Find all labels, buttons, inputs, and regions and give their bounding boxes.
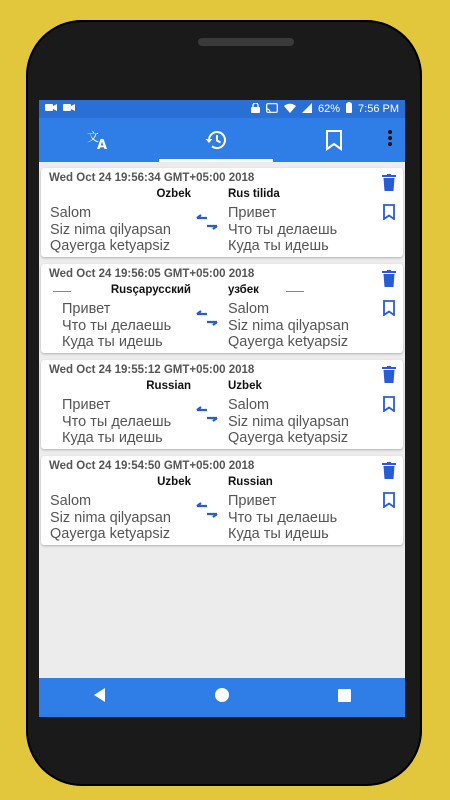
target-language: Rus tilida <box>228 188 280 200</box>
divider <box>286 291 304 292</box>
target-language: Russian <box>228 476 273 488</box>
history-card[interactable] <box>41 264 403 353</box>
recents-square-icon <box>338 689 351 707</box>
svg-text:文: 文 <box>87 130 100 144</box>
home-button[interactable] <box>202 678 242 717</box>
target-text <box>228 493 337 543</box>
signal-icon <box>302 103 312 116</box>
source-text <box>50 205 171 255</box>
bookmark-button[interactable] <box>383 300 395 321</box>
target-line: Куда ты идешь <box>228 526 329 542</box>
back-triangle-icon <box>94 688 106 707</box>
trash-icon <box>382 370 396 387</box>
delete-button[interactable] <box>382 174 396 196</box>
bookmark-button[interactable] <box>383 396 395 417</box>
source-line: Salom <box>50 205 92 221</box>
tab-translate[interactable] <box>39 118 157 162</box>
delete-button[interactable] <box>382 462 396 484</box>
wifi-icon <box>284 103 296 116</box>
bookmark-outline-icon <box>383 207 395 224</box>
swap-arrows-icon <box>195 213 219 231</box>
target-line: Siz nima qilyapsan <box>228 317 349 334</box>
source-line: Что ты делаешь <box>62 317 172 334</box>
source-language: Russian <box>146 380 191 392</box>
battery-percent: 62% <box>318 103 341 115</box>
target-line: Qayerga ketyapsiz <box>228 334 349 350</box>
overflow-menu-button[interactable] <box>385 130 395 150</box>
source-line: Что ты делаешь <box>62 413 172 430</box>
target-language: Uzbek <box>228 380 262 392</box>
timestamp: Wed Oct 24 19:54:50 GMT+05:00 2018 <box>49 460 255 472</box>
recents-button[interactable] <box>324 678 364 717</box>
history-list <box>39 162 405 545</box>
svg-text:A: A <box>97 138 108 151</box>
target-line: Что ты делаешь <box>228 509 338 526</box>
source-language: Rusçaрусский <box>110 284 191 296</box>
tab-history[interactable] <box>157 118 275 162</box>
source-line: Qayerga ketyapsiz <box>50 526 171 542</box>
source-line: Qayerga ketyapsiz <box>50 238 171 254</box>
source-text <box>62 301 171 351</box>
source-line: Куда ты идешь <box>62 334 163 350</box>
target-line: Salom <box>228 301 270 317</box>
source-line: Привет <box>62 397 111 413</box>
bookmark-icon <box>325 129 343 151</box>
status-bar <box>39 100 405 118</box>
swap-arrows-icon <box>195 501 219 519</box>
source-line: Привет <box>62 301 111 317</box>
home-circle-icon <box>214 687 230 708</box>
video-notification-icon <box>45 103 57 115</box>
battery-icon <box>346 102 352 116</box>
tab-bookmarks[interactable] <box>275 118 393 162</box>
delete-button[interactable] <box>382 366 396 388</box>
swap-arrows-icon <box>195 405 219 423</box>
bookmark-outline-icon <box>383 399 395 416</box>
phone-speaker <box>198 38 294 46</box>
target-line: Siz nima qilyapsan <box>228 413 349 430</box>
history-card[interactable] <box>41 360 403 449</box>
source-language: Uzbek <box>157 476 191 488</box>
target-language: узбек <box>228 284 259 296</box>
bookmark-outline-icon <box>383 495 395 512</box>
delete-button[interactable] <box>382 270 396 292</box>
target-line: Qayerga ketyapsiz <box>228 430 349 446</box>
target-text <box>228 205 337 255</box>
target-line: Привет <box>228 205 277 221</box>
source-line: Salom <box>50 493 92 509</box>
target-line: Salom <box>228 397 270 413</box>
bookmark-outline-icon <box>383 303 395 320</box>
divider <box>53 291 71 292</box>
history-icon <box>204 129 228 151</box>
target-text <box>228 301 349 351</box>
source-language: Ozbek <box>156 188 191 200</box>
source-line: Siz nima qilyapsan <box>50 509 171 526</box>
trash-icon <box>382 274 396 291</box>
bookmark-button[interactable] <box>383 204 395 225</box>
source-text <box>62 397 171 447</box>
more-vertical-icon <box>388 130 392 151</box>
target-line: Привет <box>228 493 277 509</box>
timestamp: Wed Oct 24 19:56:05 GMT+05:00 2018 <box>49 268 255 280</box>
timestamp: Wed Oct 24 19:55:12 GMT+05:00 2018 <box>49 364 255 376</box>
clock: 7:56 PM <box>358 103 399 115</box>
trash-icon <box>382 466 396 483</box>
cast-icon <box>266 103 278 116</box>
swap-arrows-icon <box>195 309 219 327</box>
bookmark-button[interactable] <box>383 492 395 513</box>
app-screen <box>39 100 405 717</box>
history-card[interactable] <box>41 168 403 257</box>
target-line: Куда ты идешь <box>228 238 329 254</box>
tab-bar <box>39 118 405 162</box>
system-nav-bar <box>39 678 405 717</box>
history-card[interactable] <box>41 456 403 545</box>
back-button[interactable] <box>80 678 120 717</box>
source-text <box>50 493 171 543</box>
timestamp: Wed Oct 24 19:56:34 GMT+05:00 2018 <box>49 172 255 184</box>
trash-icon <box>382 178 396 195</box>
target-text <box>228 397 349 447</box>
source-line: Куда ты идешь <box>62 430 163 446</box>
target-line: Что ты делаешь <box>228 221 338 238</box>
lock-icon <box>251 103 260 116</box>
video-notification-icon <box>63 103 75 115</box>
translate-icon <box>86 129 110 151</box>
source-line: Siz nima qilyapsan <box>50 221 171 238</box>
